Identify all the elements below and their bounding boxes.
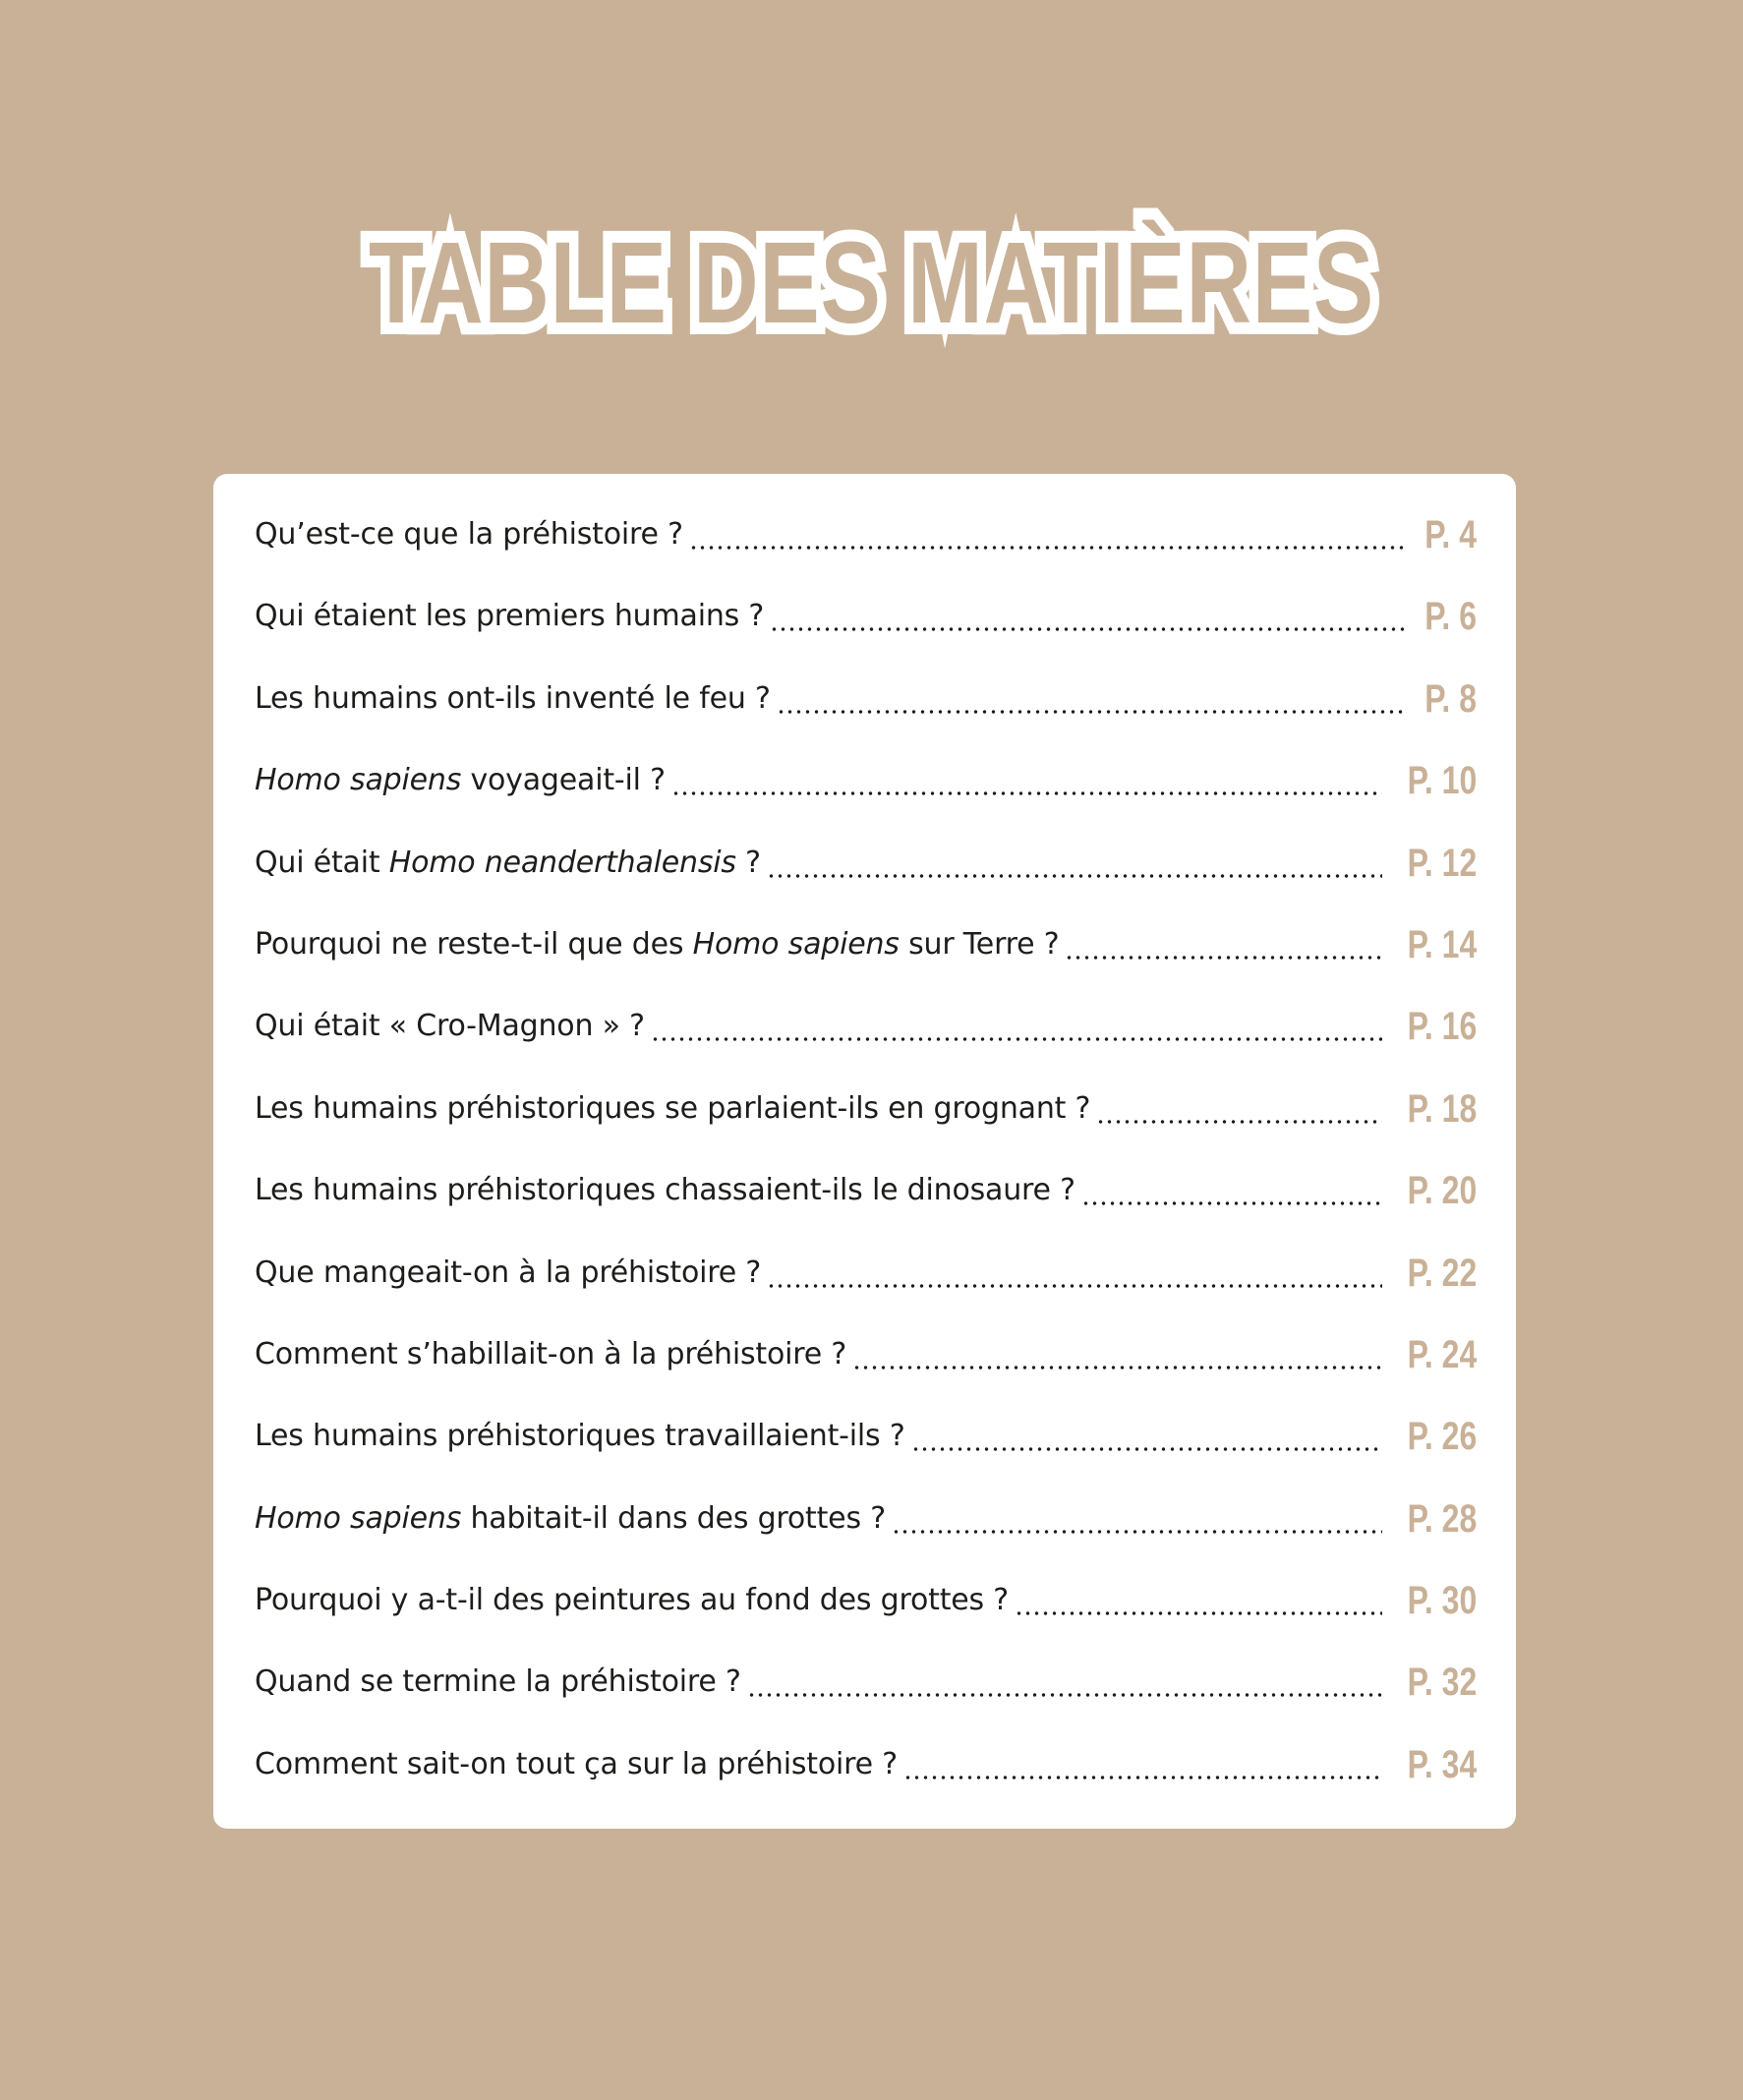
toc-page-number: P. 6 — [1424, 595, 1477, 639]
toc-entry[interactable] — [255, 1417, 1477, 1498]
toc-entry-title: Les humains préhistoriques se parlaient-ils en grognant ? — [255, 1090, 1091, 1126]
toc-entry[interactable] — [255, 761, 1477, 843]
toc-page-number: P. 28 — [1407, 1496, 1477, 1541]
toc-entry-italic: Homo sapiens — [692, 926, 900, 962]
toc-page-number: P. 24 — [1407, 1332, 1477, 1376]
toc-entry-title: Qui étaient les premiers humains ? — [255, 599, 765, 634]
toc-entry-title: Les humains préhistoriques travaillaient-ils ? — [255, 1419, 905, 1454]
toc-entry[interactable] — [255, 1171, 1477, 1253]
dot-leader — [1015, 1581, 1382, 1620]
toc-page-number: P. 32 — [1407, 1661, 1477, 1705]
toc-page-number: P. 16 — [1407, 1005, 1477, 1049]
dot-leader — [767, 1254, 1382, 1293]
toc-entry[interactable] — [255, 1742, 1477, 1827]
toc-list — [255, 515, 1477, 1827]
dot-leader — [903, 1745, 1382, 1784]
toc-entry[interactable] — [255, 922, 1477, 1007]
toc-page-number: P. 34 — [1407, 1742, 1477, 1786]
dot-leader — [1096, 1089, 1381, 1129]
toc-entry[interactable] — [255, 841, 1477, 925]
toc-entry-title: Qu’est-ce que la préhistoire ? — [255, 517, 683, 552]
toc-entry-text: sur Terre ? — [899, 926, 1060, 962]
toc-entry-title: Quand se termine la préhistoire ? — [255, 1664, 741, 1700]
toc-page-number: P. 14 — [1407, 922, 1477, 966]
page-title: TABLE DES MATIÈRES — [368, 218, 1375, 348]
toc-entry[interactable] — [255, 1251, 1477, 1335]
toc-entry[interactable] — [255, 515, 1477, 597]
dot-leader — [689, 515, 1404, 554]
toc-page-number: P. 18 — [1407, 1086, 1477, 1131]
dot-leader — [767, 844, 1382, 883]
dot-leader — [1081, 1171, 1382, 1210]
toc-panel — [213, 474, 1516, 1829]
toc-entry[interactable] — [255, 1332, 1477, 1417]
dot-leader — [671, 761, 1382, 800]
toc-entry-title: Comment sait-on tout ça sur la préhistoire ? — [255, 1746, 898, 1781]
dot-leader — [892, 1499, 1382, 1539]
toc-page-number: P. 8 — [1424, 676, 1477, 721]
toc-entry[interactable] — [255, 1007, 1477, 1088]
toc-entry-text: Qui était — [255, 845, 389, 880]
dot-leader — [1065, 925, 1381, 964]
dot-leader — [747, 1662, 1382, 1702]
toc-entry[interactable] — [255, 1662, 1477, 1744]
toc-page-number: P. 26 — [1407, 1415, 1477, 1459]
toc-entry-title: Comment s’habillait-on à la préhistoire ? — [255, 1336, 847, 1371]
toc-page-number: P. 4 — [1424, 513, 1477, 556]
toc-entry-title: Les humains préhistoriques chassaient-ils le dinosaure ? — [255, 1173, 1075, 1208]
toc-page-number: P. 10 — [1407, 759, 1477, 803]
dot-leader — [777, 679, 1404, 719]
toc-entry-title — [255, 844, 761, 883]
toc-entry[interactable] — [255, 1496, 1477, 1581]
toc-entry[interactable] — [255, 1086, 1477, 1171]
toc-entry-text: Pourquoi ne reste-t-il que des — [255, 926, 693, 962]
dot-leader — [770, 597, 1404, 636]
toc-entry-text: ? — [735, 845, 761, 880]
dot-leader — [852, 1335, 1382, 1374]
toc-entry-title — [255, 761, 666, 800]
toc-page-number: P. 12 — [1407, 841, 1477, 885]
toc-entry-text: habitait-il dans des grottes ? — [461, 1500, 886, 1536]
toc-entry-title — [255, 1499, 886, 1539]
toc-entry-title: Les humains ont-ils inventé le feu ? — [255, 680, 771, 716]
toc-page-number: P. 22 — [1407, 1251, 1477, 1295]
toc-entry-text: voyageait-il ? — [461, 763, 666, 798]
toc-entry-italic: Homo neanderthalensis — [388, 845, 736, 880]
toc-entry[interactable] — [255, 597, 1477, 678]
toc-entry[interactable] — [255, 676, 1477, 761]
toc-entry-title: Pourquoi y a-t-il des peintures au fond des grottes ? — [255, 1583, 1010, 1618]
toc-page-number: P. 30 — [1407, 1579, 1477, 1623]
toc-entry-title: Qui était « Cro-Magnon » ? — [255, 1009, 645, 1044]
dot-leader — [651, 1007, 1382, 1046]
toc-entry-italic: Homo sapiens — [255, 1500, 462, 1536]
toc-page-number: P. 20 — [1407, 1169, 1477, 1213]
dot-leader — [911, 1417, 1382, 1456]
toc-entry-title: Que mangeait-on à la préhistoire ? — [255, 1254, 762, 1290]
toc-entry-title — [255, 925, 1059, 964]
toc-entry-italic: Homo sapiens — [255, 763, 462, 798]
toc-entry[interactable] — [255, 1581, 1477, 1662]
